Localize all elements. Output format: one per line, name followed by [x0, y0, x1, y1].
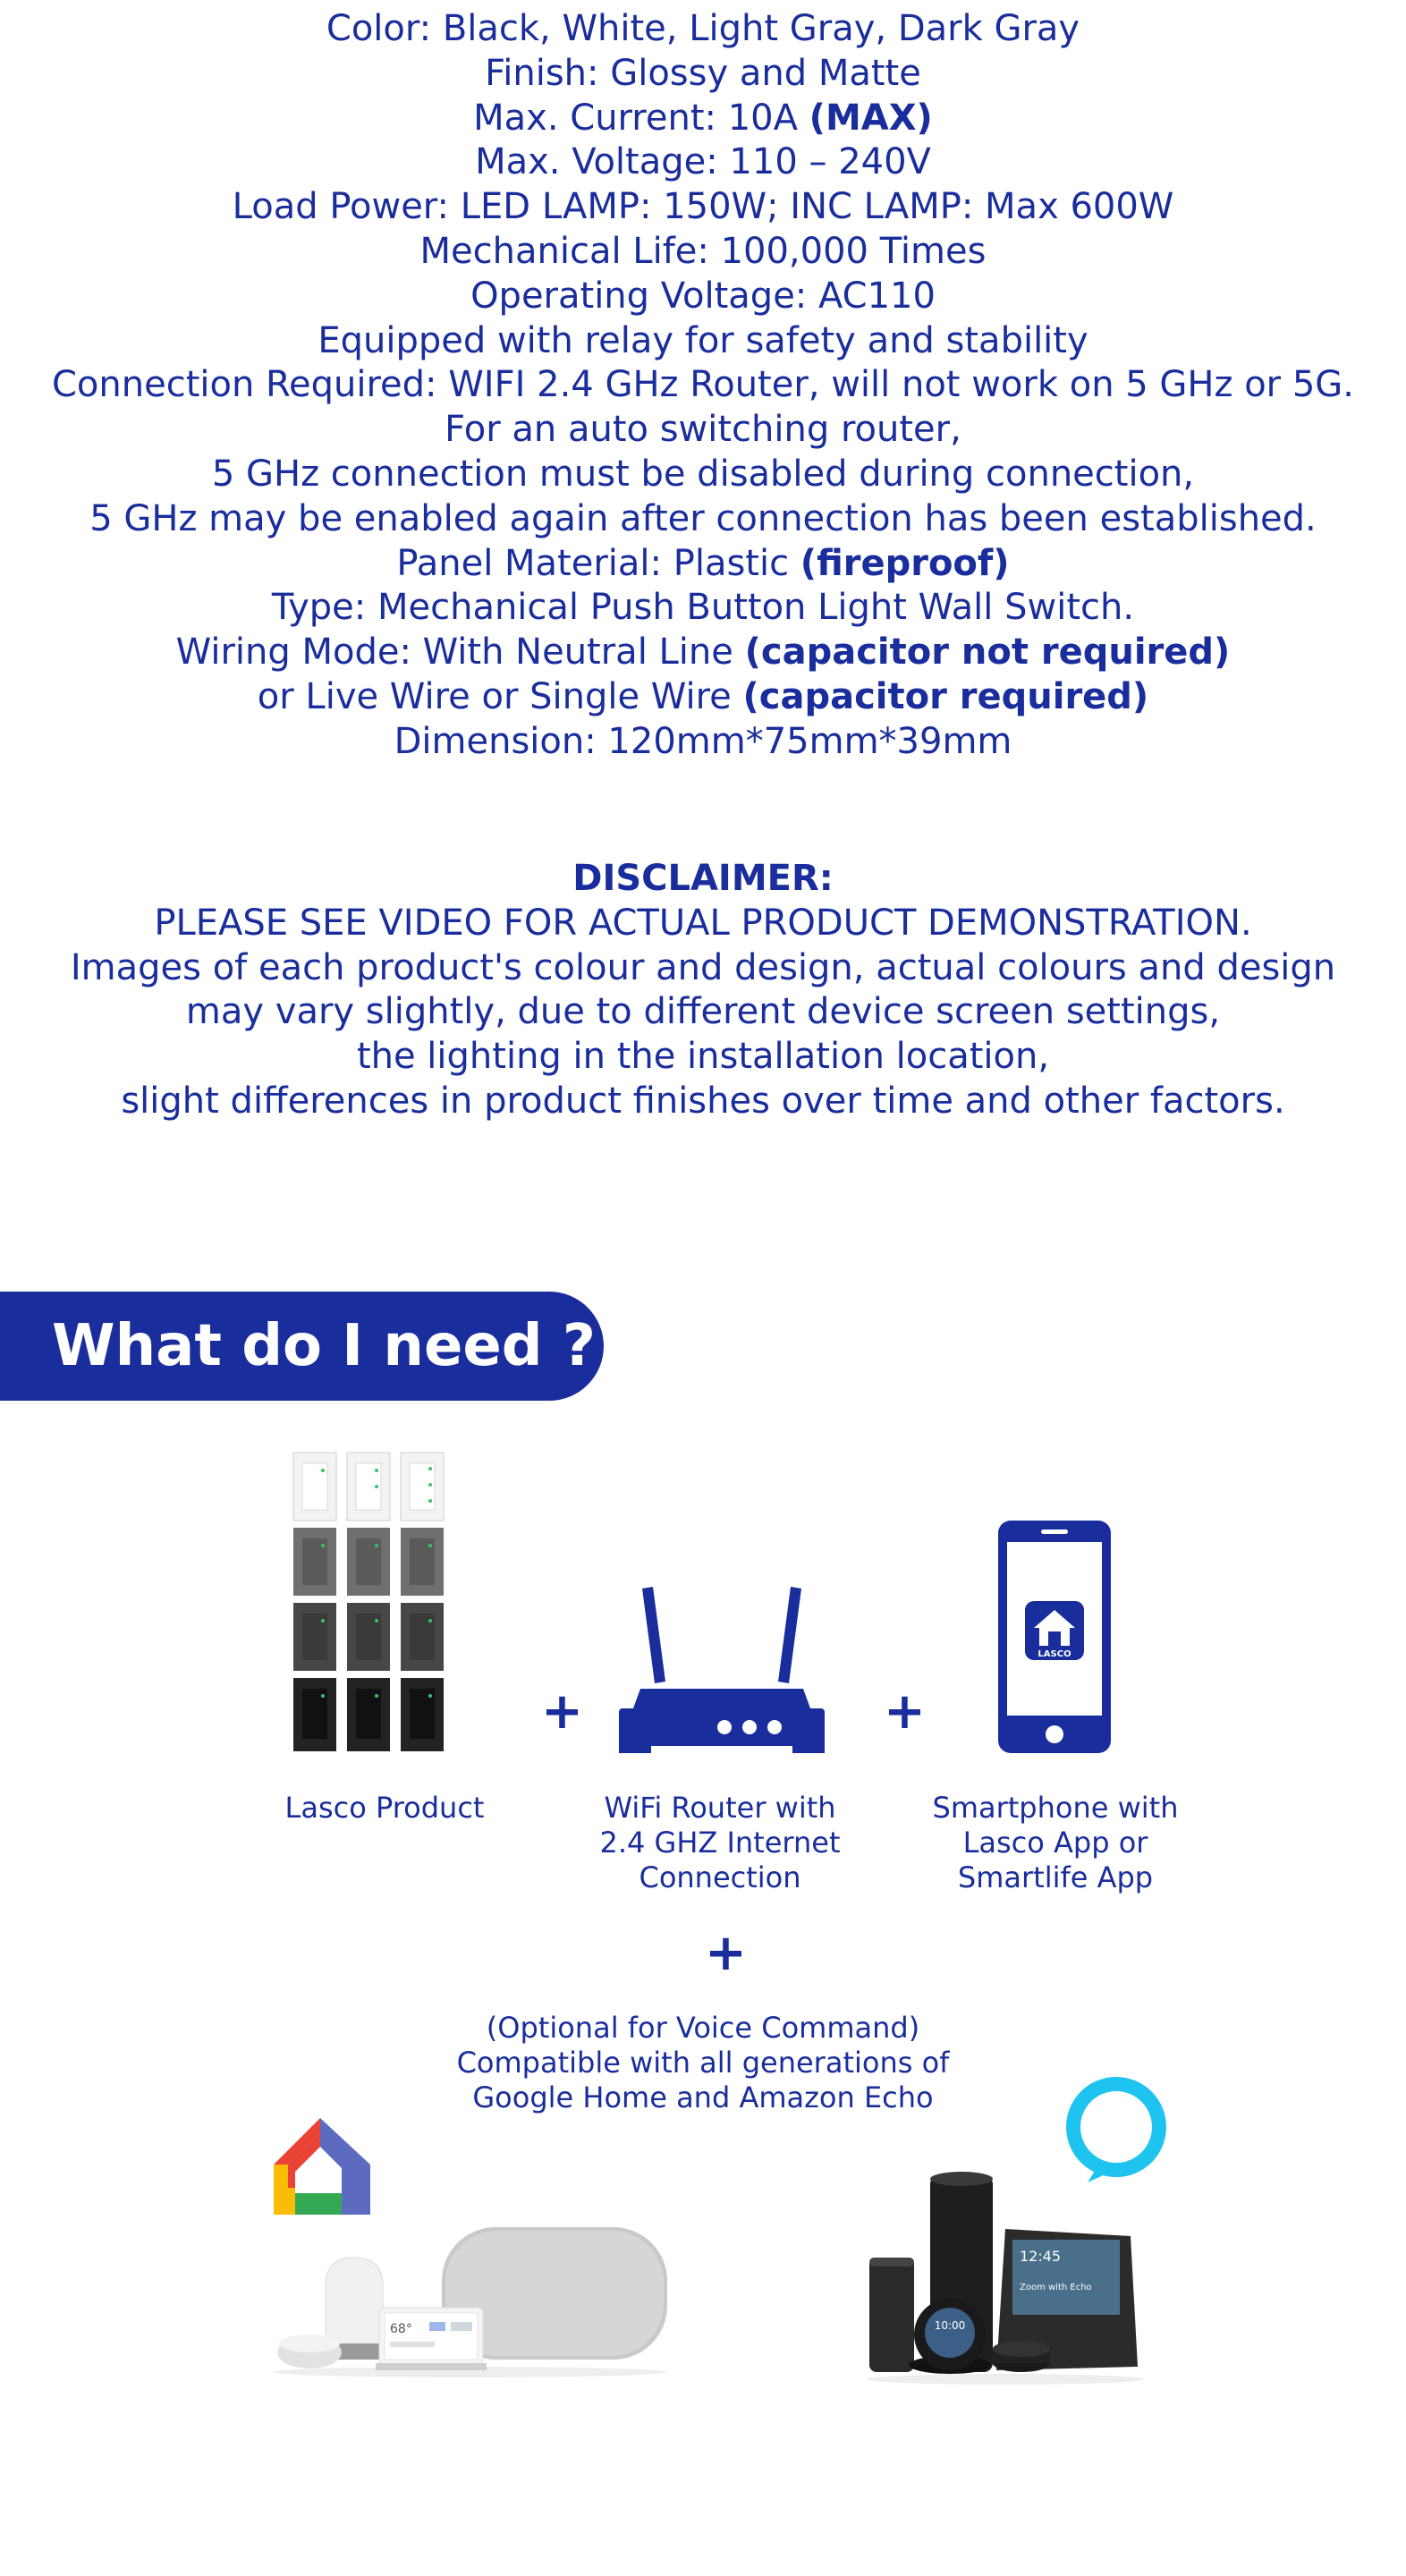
disclaimer-line: slight differences in product finishes over time and other factors. [121, 1080, 1285, 1122]
lasco-product-caption: Lasco Product [284, 1791, 485, 1825]
google-hub-temperature: 68° [390, 2322, 412, 2336]
google-home-logo [270, 2114, 374, 2218]
spec-router-note-3: 5 GHz may be enabled again after connection has been established. [89, 497, 1317, 539]
lasco-app-logo: LASCO [1038, 1649, 1071, 1659]
disclaimer-line: the lighting in the installation location, [356, 1036, 1050, 1078]
spec-operating-voltage: Operating Voltage: AC110 [470, 275, 936, 317]
smartphone-caption: Smartphone with Lasco App or Smartlife App [932, 1791, 1179, 1894]
spec-router-note-2: 5 GHz connection must be disabled during connection, [211, 453, 1195, 495]
spec-max-current: Max. Current: 10A (MAX) [473, 97, 933, 139]
spec-panel-material: Panel Material: Plastic (fireproof) [396, 542, 1010, 584]
light-gray-switches-row [293, 1528, 444, 1596]
spec-load-power: Load Power: LED LAMP: 150W; INC LAMP: Max 600W [232, 186, 1174, 228]
white-switches-row [293, 1453, 444, 1521]
spec-live-wire: or Live Wire or Single Wire (capacitor required) [257, 675, 1149, 717]
plus-sign: + [884, 1682, 926, 1741]
spec-connection: Connection Required: WIFI 2.4 GHz Router, will not work on 5 GHz or 5G. [51, 364, 1354, 406]
wifi-router-caption: WiFi Router with 2.4 GHZ Internet Connection [599, 1791, 841, 1894]
plus-sign: + [705, 1924, 747, 1982]
disclaimer-line: Images of each product's colour and design, actual colours and design [70, 946, 1336, 988]
disclaimer [0, 857, 1406, 1124]
optional-voice-command: (Optional for Voice Command) Compatible with all generations of Google Home and Amazon Echo [456, 2011, 950, 2114]
disclaimer-title: DISCLAIMER: [572, 858, 834, 899]
google-home-devices-image [268, 2218, 671, 2379]
disclaimer-line: may vary slightly, due to different device screen settings, [185, 991, 1221, 1033]
plus-sign: + [541, 1682, 583, 1741]
spec-type: Type: Mechanical Push Button Light Wall Switch. [271, 587, 1135, 629]
echo-dot [993, 2341, 1050, 2372]
spec-router-note-1: For an auto switching router, [445, 409, 961, 451]
spec-mechanical-life: Mechanical Life: 100,000 Times [419, 230, 987, 272]
echo-spot-time: 10:00 [934, 2319, 966, 2332]
spec-relay: Equipped with relay for safety and stability [318, 319, 1088, 361]
switch-products-image [292, 1451, 447, 1755]
wifi-router-icon [615, 1583, 828, 1755]
specifications [0, 7, 1406, 765]
spec-finish: Finish: Glossy and Matte [485, 52, 921, 94]
dark-gray-switches-row [293, 1603, 444, 1671]
disclaimer-line: PLEASE SEE VIDEO FOR ACTUAL PRODUCT DEMONSTRATION. [154, 902, 1252, 944]
spec-wiring-mode: Wiring Mode: With Neutral Line (capacitor not required) [175, 631, 1231, 674]
spec-max-voltage: Max. Voltage: 110 – 240V [475, 141, 931, 183]
echo-show-time: 12:45 [1020, 2248, 1062, 2265]
what-do-i-need-banner: What do I need ? [0, 1292, 604, 1401]
spec-color: Color: Black, White, Light Gray, Dark Gray [326, 8, 1080, 49]
black-switches-row [293, 1678, 444, 1751]
echo-show-message: Zoom with Echo [1020, 2283, 1092, 2292]
smartphone-icon [996, 1519, 1113, 1755]
spec-dimension: Dimension: 120mm*75mm*39mm [394, 720, 1012, 762]
amazon-echo-devices-image [862, 2165, 1148, 2388]
